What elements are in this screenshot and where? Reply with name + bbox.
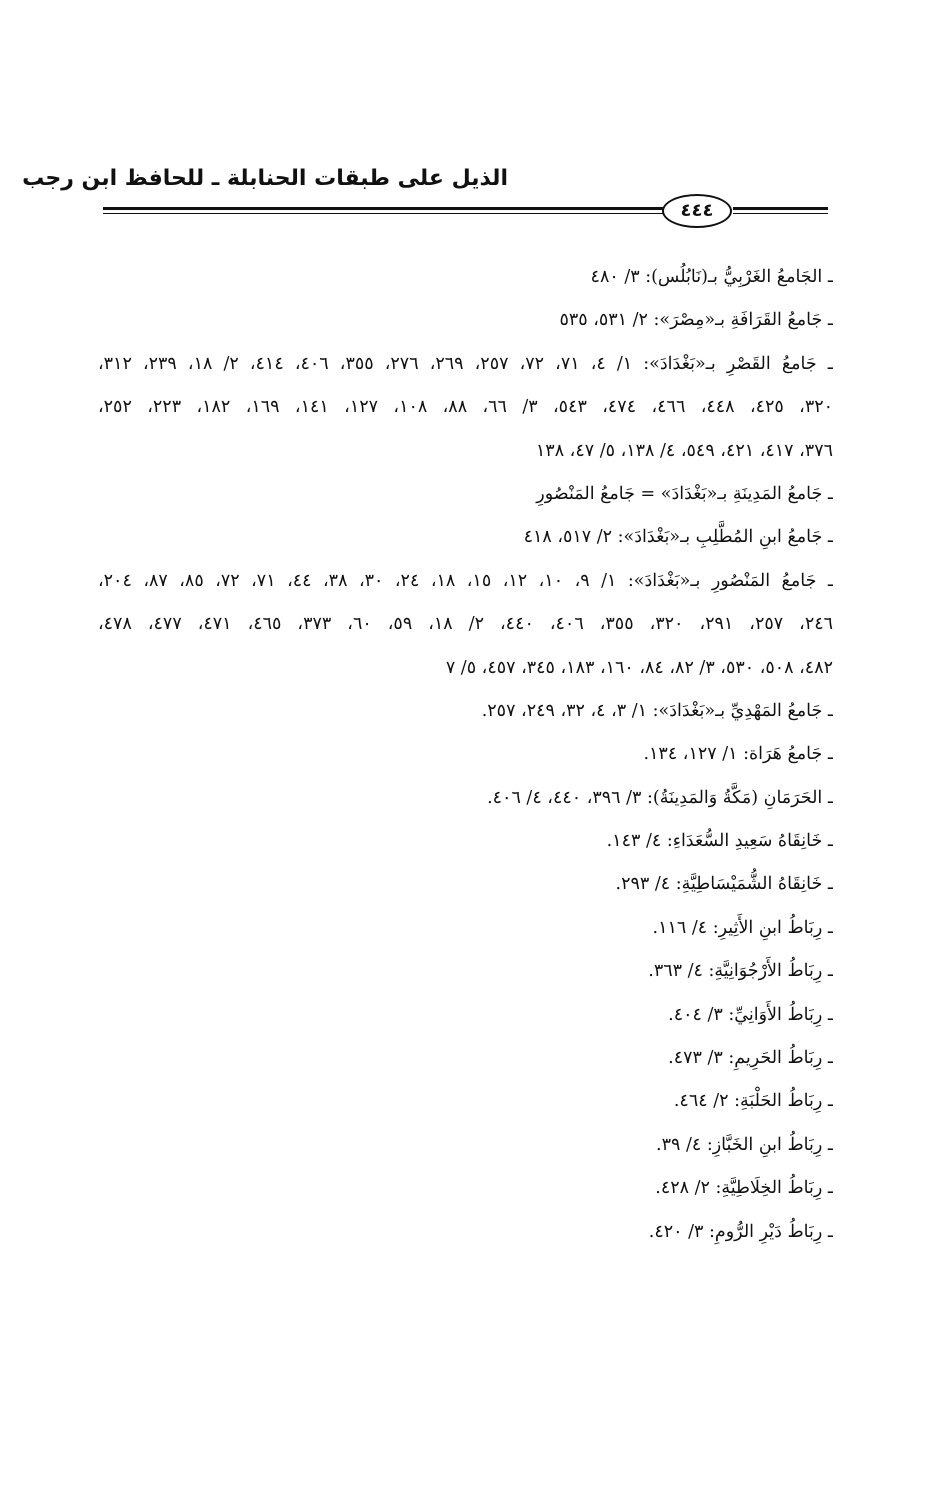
header-rule-right xyxy=(733,207,828,214)
index-entry: ـ رِبَاطُ الحَرِيمِ: ٣/ ٤٧٣. xyxy=(668,1048,833,1069)
index-entry-continuation: ٤٨٢، ٥٠٨، ٥٣٠، ٣/ ٨٢، ٨٤، ١٦٠، ١٨٣، ٣٤٥، ٤٥٧، ٥/ ٧ xyxy=(445,657,833,678)
index-entry: ـ رِبَاطُ دَيْرِ الرُّومِ: ٣/ ٤٢٠. xyxy=(648,1221,833,1242)
index-entry: ـ رِبَاطُ ابنِ الأَثِيرِ: ٤/ ١١٦. xyxy=(652,917,833,938)
index-entry-continuation: ٣٢٠، ٤٢٥، ٤٤٨، ٤٦٦، ٤٧٤، ٥٤٣، ٣/ ٦٦، ٨٨، ١٠٨، ١٢٧، ١٤١، ١٦٩، ١٨٢، ٢٢٣، ٢٥٢، xyxy=(98,397,833,418)
index-entry: ـ جَامعُ المَنْصُورِ بـ«بَغْدَادَ»: ١/ ٩، ١٠، ١٢، ١٥، ١٨، ٢٤، ٣٠، ٣٨، ٤٤، ٧١، ٧٢، ٨٥، ٨٧، ٢٠٤، xyxy=(98,570,833,591)
index-entry: ـ جَامعُ المَدِينَةِ بـ«بَغْدَادَ» = جَامعُ المَنْصُورِ xyxy=(536,483,833,504)
index-entry: ـ جَامعُ القَرَافَةِ بـ«مِصْرَ»: ٢/ ٥٣١، ٥٣٥ xyxy=(559,310,833,331)
index-entry-continuation: ٣٧٦، ٤١٧، ٤٢١، ٥٤٩، ٤/ ١٣٨، ٥/ ٤٧، ١٣٨ xyxy=(535,440,833,461)
index-entries xyxy=(98,256,833,1254)
index-entry: ـ جَامعُ المَهْدِيِّ بـ«بَغْدَادَ»: ١/ ٣، ٤، ٣٢، ٢٤٩، ٢٥٧. xyxy=(481,700,833,721)
index-entry: ـ جَامعُ هَرَاة: ١/ ١٢٧، ١٣٤. xyxy=(643,744,833,765)
index-entry-continuation: ٢٤٦، ٢٥٧، ٢٩١، ٣٢٠، ٣٥٥، ٤٠٦، ٤٤٠، ٢/ ١٨، ٥٩، ٦٠، ٣٧٣، ٤٦٥، ٤٧١، ٤٧٧، ٤٧٨، xyxy=(98,614,833,635)
index-entry: ـ رِبَاطُ الأَرْجُوَانِيَّةِ: ٤/ ٣٦٣. xyxy=(648,961,833,982)
index-entry: ـ جَامعُ القَصْرِ بـ«بَغْدَادَ»: ١/ ٤، ٧١، ٧٢، ٢٥٧، ٢٦٩، ٢٧٦، ٣٥٥، ٤٠٦، ٤١٤، ٢/ ١٨، ٢٣٩، ٣١٢، xyxy=(98,353,833,374)
index-entry: ـ رِبَاطُ الأَوَانِيِّ: ٣/ ٤٠٤. xyxy=(668,1004,833,1025)
index-entry: ـ خَانِقَاهُ الشُّمَيْسَاطِيَّةِ: ٤/ ٢٩٣. xyxy=(615,874,833,895)
index-entry: ـ رِبَاطُ الحَلْبَةِ: ٢/ ٤٦٤. xyxy=(673,1091,833,1112)
index-entry: ـ خَانِقَاهُ سَعِيدِ السُّعَدَاءِ: ٤/ ١٤٣. xyxy=(606,831,833,852)
index-entry: ـ رِبَاطُ الخِلَاطِيَّةِ: ٢/ ٤٢٨. xyxy=(655,1178,833,1199)
index-entry: ـ الحَرَمَانِ (مَكَّةُ وَالمَدِينَةُ): ٣/ ٣٩٦، ٤٤٠، ٤/ ٤٠٦. xyxy=(487,787,833,808)
running-header-title: الذيل على طبقات الحنابلة ـ للحافظ ابن رجب xyxy=(22,166,508,191)
page-number: ٤٤٤ xyxy=(662,194,732,228)
index-entry: ـ جَامعُ ابنِ المُطَّلِبِ بـ«بَغْدَادَ»: ٢/ ٥١٧، ٤١٨ xyxy=(523,527,833,548)
header-rule-left xyxy=(103,207,665,214)
index-entry: ـ الجَامعُ الغَرْبِيُّ بـ(نَابُلُس): ٣/ ٤٨٠ xyxy=(590,267,833,287)
index-entry: ـ رِبَاطُ ابنِ الخَبَّازِ: ٤/ ٣٩. xyxy=(656,1134,833,1155)
